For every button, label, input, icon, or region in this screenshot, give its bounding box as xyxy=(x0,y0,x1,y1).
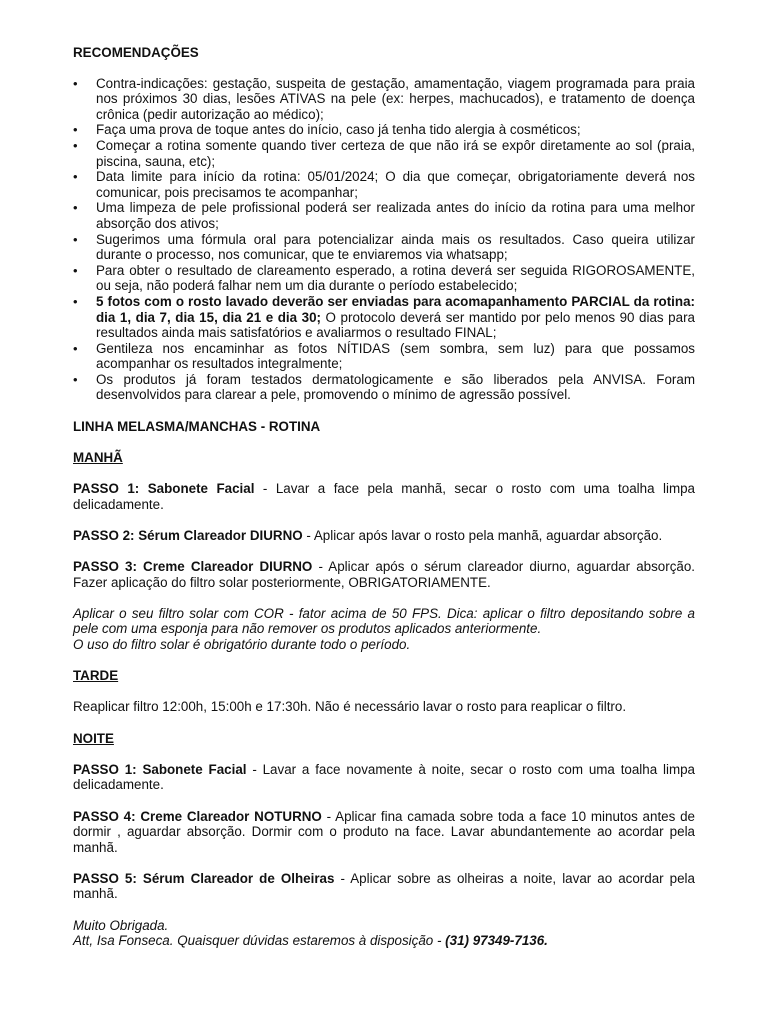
closing-signature: Att, Isa Fonseca. Quaisquer dúvidas estaremos à disposição - (31) 97349-7136. xyxy=(73,933,548,949)
recommendation-item: • 5 fotos com o rosto lavado deverão ser enviadas para acomapanhamento PARCIAL da rotina: dia 1, dia 7, dia 15, dia 21 e dia 30; O protocolo deverá ser mantido por pelo menos 90 dias para resultados ainda mais satisfatórios e avaliarmos o resultado FINAL; xyxy=(73,294,695,341)
recommendation-item: • Sugerimos uma fórmula oral para potencializar ainda mais os resultados. Caso queira utilizar durante o processo, nos comunicar, que te enviaremos via whatsapp; xyxy=(73,232,695,263)
recommendation-item: • Gentileza nos encaminhar as fotos NÍTIDAS (sem sombra, sem luz) para que possamos acompanhar os resultados integralmente; xyxy=(73,341,695,372)
night-step-1: PASSO 1: Sabonete Facial - Lavar a face novamente à noite, secar o rosto com uma toalha limpa delicadamente. xyxy=(73,761,695,793)
afternoon-text: Reaplicar filtro 12:00h, 15:00h e 17:30h. Não é necessário lavar o rosto para reaplicar o filtro. xyxy=(73,699,627,715)
closing-thanks: Muito Obrigada. xyxy=(73,917,169,933)
recommendations-list xyxy=(73,76,695,403)
recommendation-item: • Para obter o resultado de clareamento esperado, a rotina deverá ser seguida RIGOROSAMENTE, ou seja, não poderá falhar nem um dia durante o período estabelecido; xyxy=(73,263,695,294)
morning-heading: MANHÃ xyxy=(73,449,123,465)
night-step-5: PASSO 5: Sérum Clareador de Olheiras - Aplicar sobre as olheiras a noite, lavar ao acordar pela manhã. xyxy=(73,870,695,902)
morning-step-1: PASSO 1: Sabonete Facial - Lavar a face pela manhã, secar o rosto com uma toalha limpa delicadamente. xyxy=(73,481,695,512)
recommendation-item: • Uma limpeza de pele profissional poderá ser realizada antes do início da rotina para uma melhor absorção dos ativos; xyxy=(73,200,695,231)
recommendations-heading: RECOMENDAÇÕES xyxy=(73,45,199,60)
recommendation-item: • Os produtos já foram testados dermatologicamente e são liberados pela ANVISA. Foram desenvolvidos para clarear a pele, promovendo o mínimo de agressão possível. xyxy=(73,372,695,403)
sunscreen-mandatory-note: O uso do filtro solar é obrigatório durante todo o período. xyxy=(73,636,411,652)
night-step-4: PASSO 4: Creme Clareador NOTURNO - Aplicar fina camada sobre toda a face 10 minutos antes de dormir , aguardar absorção. Dormir com o produto na face. Lavar abundantemente ao acordar pela manhã. xyxy=(73,808,695,855)
morning-step-3: PASSO 3: Creme Clareador DIURNO - Aplicar após o sérum clareador diurno, aguardar absorção. Fazer aplicação do filtro solar posteriormente, OBRIGATORIAMENTE. xyxy=(73,559,696,590)
recommendation-item: • Faça uma prova de toque antes do início, caso já tenha tido alergia à cosméticos; xyxy=(73,122,695,138)
document-content xyxy=(73,45,695,949)
recommendation-item: • Começar a rotina somente quando tiver certeza de que não irá se expôr diretamente ao sol (praia, piscina, sauna, etc); xyxy=(73,138,695,169)
contact-phone: (31) 97349-7136. xyxy=(445,933,548,949)
routine-title: LINHA MELASMA/MANCHAS - ROTINA xyxy=(73,418,321,434)
night-heading: NOITE xyxy=(73,730,114,746)
recommendation-item: • Data limite para início da rotina: 05/01/2024; O dia que começar, obrigatoriamente deverá nos comunicar, pois precisamos te acompanhar; xyxy=(73,169,695,200)
afternoon-heading: TARDE xyxy=(73,668,119,684)
morning-step-2: PASSO 2: Sérum Clareador DIURNO - Aplicar após lavar o rosto pela manhã, aguardar absorção. xyxy=(73,527,663,543)
sunscreen-note: Aplicar o seu filtro solar com COR - fator acima de 50 FPS. Dica: aplicar o filtro depositando sobre a pele com uma esponja para não remover os produtos aplicados anteriormente. xyxy=(73,605,695,637)
recommendation-item: • Contra-indicações: gestação, suspeita de gestação, amamentação, viagem programada para praia nos próximos 30 dias, lesões ATIVAS na pele (ex: herpes, machucados), e tratamento de doença crônica (pedir autorização ao médico); xyxy=(73,76,695,123)
